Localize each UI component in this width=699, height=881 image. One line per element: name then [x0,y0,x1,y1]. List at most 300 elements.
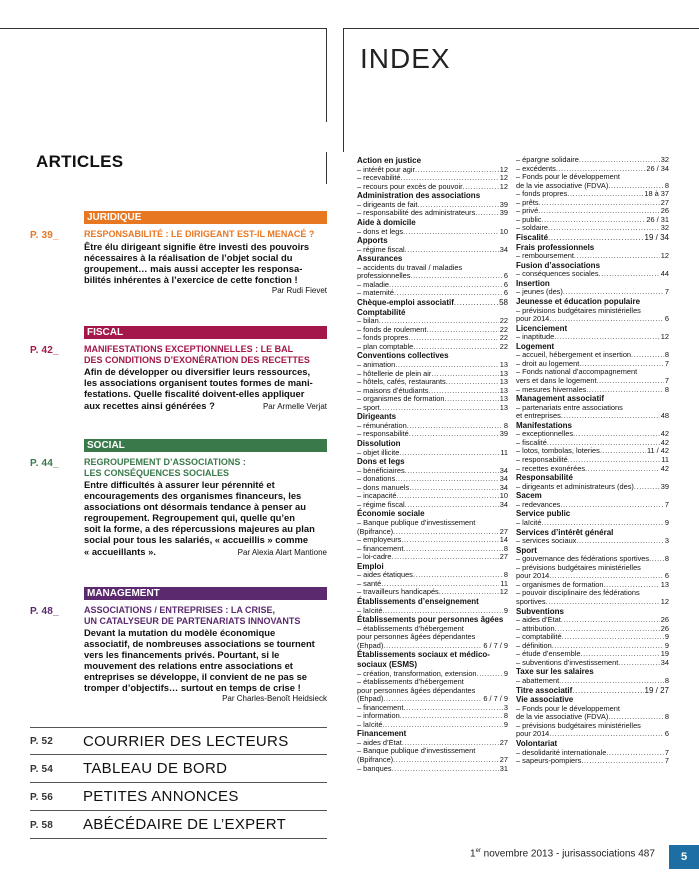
dot-leader [409,430,499,439]
dot-leader [403,704,502,713]
index-entry[interactable] [357,607,508,616]
article-title: RESPONSABILITÉ : LE DIRIGEANT EST-IL MENACÉ ? [84,229,315,239]
dot-leader [454,298,498,308]
index-page-ref: 10 [499,492,508,501]
index-entry-text: – attribution [516,624,555,633]
index-entry[interactable] [357,166,508,175]
dot-leader [649,555,664,564]
index-page-ref: 19 / 34 [644,232,669,242]
index-entry-text: – comptabilité [516,633,562,642]
dot-leader [413,343,498,352]
rubric-abecedaire[interactable] [30,811,327,839]
index-page-ref: 8 [664,351,669,360]
dot-leader [561,412,660,421]
index-entry-text: (Bpifrance) [357,527,394,536]
index-page-ref: 13 [499,403,508,412]
index-entry[interactable] [357,695,508,704]
dot-leader [403,228,499,237]
article-title: UN CATALYSEUR DE PARTENARIATS INNOVANTS [84,615,301,626]
index-entry-text: – animation [357,360,396,369]
index-entry[interactable] [516,182,669,191]
index-entry[interactable] [516,430,669,439]
index-entry-text: – employeurs [357,536,402,545]
index-page-ref: 39 [499,200,508,209]
index-page-ref: 22 [499,334,508,343]
category-bar: SOCIAL [84,439,327,452]
index-entry[interactable] [516,642,669,651]
index-page-ref: 39 [499,430,508,439]
index-entry[interactable] [516,377,669,386]
index-entry-text: – aides d’État [516,616,561,625]
index-entry-text: – création, transformation, extension [357,669,477,678]
dot-leader [431,370,498,379]
index-page-ref: 48 [660,412,669,421]
category-bar: MANAGEMENT [84,587,327,600]
index-entry[interactable] [516,456,669,465]
dot-leader [401,174,499,183]
index-heading: Établissements pour personnes âgées [357,615,504,625]
index-entry[interactable] [357,501,508,510]
index-entry-continued: – Banque publique d’investissement [357,746,476,756]
summary-line: Devant la mutation du modèle économique [84,627,276,638]
index-heading: Économie sociale [357,509,425,519]
index-entry[interactable] [516,677,669,686]
article-page: P. 42_ [30,345,59,356]
index-heading: Apports [357,236,388,246]
category-bar: FISCAL [84,326,327,339]
index-entry[interactable] [516,216,669,225]
index-page-ref: 7 [664,377,669,385]
index-page-ref: 42 [660,464,669,473]
index-entry-continued: – prévisions budgétaires ministérielles [516,720,641,730]
index-entry-text: – gouvernance des fédérations sportives [516,555,650,564]
rubric-annonces[interactable] [30,783,327,811]
dot-leader [579,156,660,165]
index-page-ref: 42 [660,430,669,439]
index-entry[interactable] [357,395,508,404]
index-entry-text: – public [516,215,542,224]
index-entry[interactable] [516,315,669,324]
index-page-ref: 26 [660,616,669,625]
index-entry[interactable] [357,765,508,774]
index-entry-text: – responsabilité [357,430,409,439]
index-heading: Sacem [516,491,542,501]
footer-day: 1 [470,848,476,860]
index-page-ref: 6 [503,289,508,298]
dot-leader [403,545,502,554]
index-entry[interactable] [516,616,669,625]
index-entry[interactable] [516,439,669,448]
index-page-ref: 22 [499,325,508,334]
index-heading: Dirigeants [357,412,397,422]
index-entry-text: – intérêt pour agir [357,165,415,174]
dot-leader [408,334,498,343]
index-entry-text: – maternité [357,289,394,298]
index-page-ref: 27 [499,527,508,536]
dot-leader [576,537,663,546]
index-entry-text: – rémunération [357,421,407,430]
article-author: Par Rudi Fievet [271,285,327,295]
index-page-ref: 8 [503,712,508,721]
dot-leader [393,528,499,537]
dot-leader [573,430,660,439]
index-page-ref: 13 [499,360,508,369]
index-entry[interactable] [357,553,508,562]
index-page-ref: 34 [499,475,508,484]
index-entry[interactable] [516,351,669,360]
index-entry[interactable] [516,633,669,642]
index-entry-text: – sport [357,403,380,412]
index-entry-continued: – Banque publique d’investissement [357,517,476,527]
index-heading: Frais professionnels [516,242,595,252]
index-entry[interactable] [357,580,508,589]
dot-leader [395,361,499,370]
index-page-ref: 7 [664,359,669,368]
index-title: INDEX [360,43,451,74]
dot-leader [559,677,664,686]
index-page-ref: 14 [499,536,508,545]
article-title: LES CONSÉQUENCES SOCIALES [84,467,230,478]
index-page-ref: 12 [499,174,508,183]
index-entry-text: – fonds propres [516,190,568,199]
index-entry[interactable] [516,501,669,510]
index-page-ref: 12 [660,252,669,261]
index-entry-text: – abattement [516,677,560,686]
index-entry-text: – services sociaux [516,537,577,546]
index-entry[interactable] [357,289,508,298]
index-entry[interactable] [357,712,508,721]
index-heading [516,686,669,696]
index-page-ref: 13 [499,378,508,387]
summary-line: vers les financements privés. Pourtant, si le [84,649,280,660]
index-page-ref: 12 [499,182,508,191]
dot-leader [413,571,503,580]
index-entry[interactable] [516,224,669,233]
index-entry[interactable] [357,467,508,476]
index-heading: sociaux (ESMS) [357,659,418,669]
index-entry[interactable] [357,536,508,545]
dot-leader [394,289,503,298]
index-entry-text: – étude d’ensemble [516,650,581,659]
article-management[interactable] [30,587,327,704]
index-entry[interactable] [357,174,508,183]
summary-line: festations. Quelle fiscalité doivent-elles appliquer [84,388,305,399]
index-column-2 [516,156,669,766]
index-entry[interactable] [516,650,669,659]
index-heading: Assurances [357,254,403,264]
dot-leader [618,659,659,668]
index-entry[interactable] [357,317,508,326]
index-entry[interactable] [357,449,508,458]
index-entry[interactable] [516,207,669,216]
index-entry-text: – banques [357,764,392,773]
dot-leader [409,484,499,493]
index-entry-text: sportives [516,598,546,606]
index-entry-text: – exceptionnelles [516,430,574,439]
dot-leader [392,765,499,774]
article-summary [84,627,327,693]
index-page-ref: 8 [664,713,669,722]
dot-leader [554,333,660,342]
index-page-ref: 34 [499,466,508,475]
index-heading: Aide à domicile [357,217,416,227]
index-page-ref: 27 [499,553,508,562]
index-entry[interactable] [357,281,508,290]
index-entry-text: – jeunes (des) [516,288,563,297]
index-page-ref: 12 [660,333,669,342]
index-entry-text: – régime fiscal [357,245,405,254]
dot-leader [463,183,499,192]
index-entry[interactable] [516,386,669,395]
index-entry-continued: – partenariats entre associations [516,402,623,412]
index-entry-text: et entreprises [516,412,561,421]
index-entry-text: – dirigeants et administrateurs (des) [516,482,634,491]
index-page-ref: 7 [664,500,669,509]
index-entry[interactable] [516,730,669,739]
index-heading: Vie associative [516,695,574,705]
dot-leader [383,695,482,704]
index-entry[interactable] [357,404,508,413]
rubric-page: P. 54 [30,763,54,775]
index-entry-text: – objet illicite [357,448,400,457]
index-entry[interactable] [357,326,508,335]
index-page-ref: 6 [503,280,508,289]
index-entry-text: – dons et legs [357,227,404,236]
index-heading: Subventions [516,606,565,616]
index-page-ref: 34 [499,500,508,509]
index-page-ref: 8 [503,421,508,430]
index-entry[interactable] [516,483,669,492]
index-entry[interactable] [357,246,508,255]
index-page-ref: 22 [499,342,508,351]
dot-leader [439,588,499,597]
index-page-ref: 26 / 34 [646,164,669,173]
index-entry-text: – fonds de roulement [357,325,427,334]
index-page-ref: 22 [499,317,508,326]
index-entry-continued: – établissements d’hébergement [357,677,464,687]
index-entry[interactable] [357,378,508,387]
index-page-ref: 9 [503,606,508,615]
index-entry[interactable] [516,625,669,634]
index-entry[interactable] [516,156,669,165]
rubric-label: TABLEAU DE BORD [83,760,228,777]
index-entry-text: – travailleurs handicapés [357,588,439,597]
index-entry-text: – fiscalité [516,438,547,447]
index-entry[interactable] [516,519,669,528]
index-page-ref: 8 [664,385,669,394]
index-entry[interactable] [516,190,669,199]
article-page: P. 39_ [30,230,59,241]
index-entry[interactable] [357,756,508,765]
index-entry-text: – donations [357,475,396,484]
index-heading: Responsabilité [516,473,573,483]
dot-leader [379,317,499,326]
index-entry[interactable] [357,528,508,537]
summary-line: entreprises se développe, il convient de ne pas se [84,671,308,682]
summary-line: « accueillants ». [84,546,156,557]
index-entry-text: – fonds propres [357,334,409,343]
index-entry-continued: – prévisions budgétaires ministérielles [516,305,641,315]
index-entry-text: – incapacité [357,492,397,501]
index-entry[interactable] [357,430,508,439]
index-entry[interactable] [516,749,669,758]
index-entry[interactable] [357,571,508,580]
index-entry[interactable] [357,422,508,431]
article-title: MANIFESTATIONS EXCEPTIONNELLES : LE BAL [84,344,294,354]
index-page-ref: 32 [660,224,669,233]
rubric-courrier[interactable] [30,727,327,755]
index-page-ref: 7 [664,757,669,766]
dot-leader [381,580,499,589]
dot-leader [548,233,644,243]
index-entry[interactable] [516,412,669,421]
index-entry[interactable] [516,572,669,581]
index-entry[interactable] [357,370,508,379]
index-page-ref: 11 [500,448,508,457]
index-entry-text: – recevabilité [357,174,401,183]
article-page: P. 48_ [30,606,59,617]
index-page-ref: 26 [660,207,669,216]
index-page-ref: 19 / 27 [644,685,669,695]
index-page-ref: 27 [660,198,669,207]
index-column-1 [357,156,508,773]
index-entry-text: – maisons d’étudiants [357,386,429,395]
index-entry[interactable] [357,492,508,501]
index-heading: Management associatif [516,394,605,404]
index-heading: Administration des associations [357,191,481,201]
index-entry[interactable] [357,361,508,370]
index-entry[interactable] [516,333,669,342]
index-heading: Sport [516,545,537,555]
index-entry[interactable] [357,343,508,352]
article-author: Par Charles-Benoît Heidsieck [222,694,327,703]
index-entry-text: pour 2014 [516,730,550,739]
index-entry-text: – responsabilité [516,456,568,465]
index-entry-text: – régime fiscal [357,500,405,509]
index-entry[interactable] [357,484,508,493]
index-entry[interactable] [516,537,669,546]
index-page-ref: 34 [499,483,508,492]
category-bar: JURIDIQUE [84,211,327,224]
index-entry[interactable] [516,252,669,261]
dot-leader [380,404,499,413]
index-entry[interactable] [357,228,508,237]
index-entry[interactable] [516,757,669,766]
rubric-tableau[interactable] [30,755,327,783]
index-entry[interactable] [357,183,508,192]
index-entry[interactable] [516,270,669,279]
dot-leader [560,501,664,510]
index-page-ref: 6 [664,315,669,324]
index-page-ref: 11 / 42 [646,447,669,456]
index-heading: Services d’intérêt général [516,527,614,537]
index-entry-text: – plan comptable [357,342,414,351]
index-entry[interactable] [357,721,508,730]
article-juridique[interactable] [30,211,327,296]
index-page-ref: 10 [499,227,508,236]
index-entry[interactable] [357,475,508,484]
index-entry[interactable] [516,598,669,607]
index-entry-text: – bénéficiaires [357,466,405,475]
index-page-ref: 9 [664,633,669,642]
index-entry-text: – excédents [516,164,556,173]
index-page-ref: 13 [499,395,508,404]
index-entry[interactable] [357,704,508,713]
index-entry-text: – droit au logement [516,359,580,368]
index-entry[interactable] [357,201,508,210]
index-entry-text: – laïcité [516,518,542,527]
index-heading [516,233,669,243]
summary-line: groupement… mais aussi accepter les responsa- [84,262,303,274]
dot-leader [597,377,664,386]
index-page-ref: 19 [660,650,669,659]
rubric-label: ABÉCÉDAIRE DE L’EXPERT [83,816,287,833]
index-entry-text: – organismes de formation [516,580,604,589]
dot-leader [399,449,499,458]
dot-leader [396,492,498,501]
article-fiscal[interactable] [30,326,327,412]
index-entry-continued: pour personnes âgées dépendantes [357,632,476,642]
index-entry[interactable] [516,199,669,208]
article-author: Par Armelle Verjat [262,402,327,411]
top-left-frame [0,28,327,122]
index-entry[interactable] [516,465,669,474]
rubric-page: P. 58 [30,819,54,831]
index-entry-text: (Bpifrance) [357,756,394,765]
page-number-badge: 5 [669,845,699,869]
index-page-ref: 11 [500,579,508,588]
index-entry-text: – définition [516,641,552,650]
index-entry[interactable] [357,209,508,218]
dot-leader [572,686,643,696]
index-entry[interactable] [357,387,508,396]
index-heading: Établissements sociaux et médico- [357,650,490,660]
summary-line: social pour tous les salariés, « accueillis » comme [84,534,309,545]
index-entry[interactable] [357,272,508,281]
index-entry-text: – loi-cadre [357,553,392,562]
index-entry[interactable] [516,659,669,668]
index-entry-text: – privé [516,207,539,216]
summary-line: aux recettes ainsi générées ? [84,400,215,411]
dot-leader [631,351,664,360]
index-heading [357,298,508,308]
dot-leader [538,207,660,216]
index-entry[interactable] [357,545,508,554]
index-header [343,28,699,152]
index-entry[interactable] [516,447,669,456]
index-page-ref: 6 / 7 / 9 [483,695,508,704]
index-page-ref: 13 [499,386,508,395]
index-page-ref: 6 [664,572,669,581]
index-entry[interactable] [357,642,508,651]
index-page-ref: 7 [664,748,669,757]
index-entry-text: – prêts [516,198,539,207]
summary-line: mouvement des relations entre associations et [84,660,293,671]
dot-leader [549,315,664,324]
index-page-ref: 13 [499,369,508,378]
index-heading: Action en justice [357,156,422,165]
index-page-ref: 31 [499,764,508,773]
index-entry[interactable] [357,334,508,343]
article-summary [84,479,327,545]
dot-leader [547,439,660,448]
dot-leader [393,756,499,765]
index-page-ref: 18 à 37 [644,190,669,199]
summary-line: regroupement. Regroupement qui, quelle qu’en [84,512,295,523]
article-social[interactable] [30,439,327,558]
index-entry[interactable] [516,288,669,297]
index-entry[interactable] [357,588,508,597]
